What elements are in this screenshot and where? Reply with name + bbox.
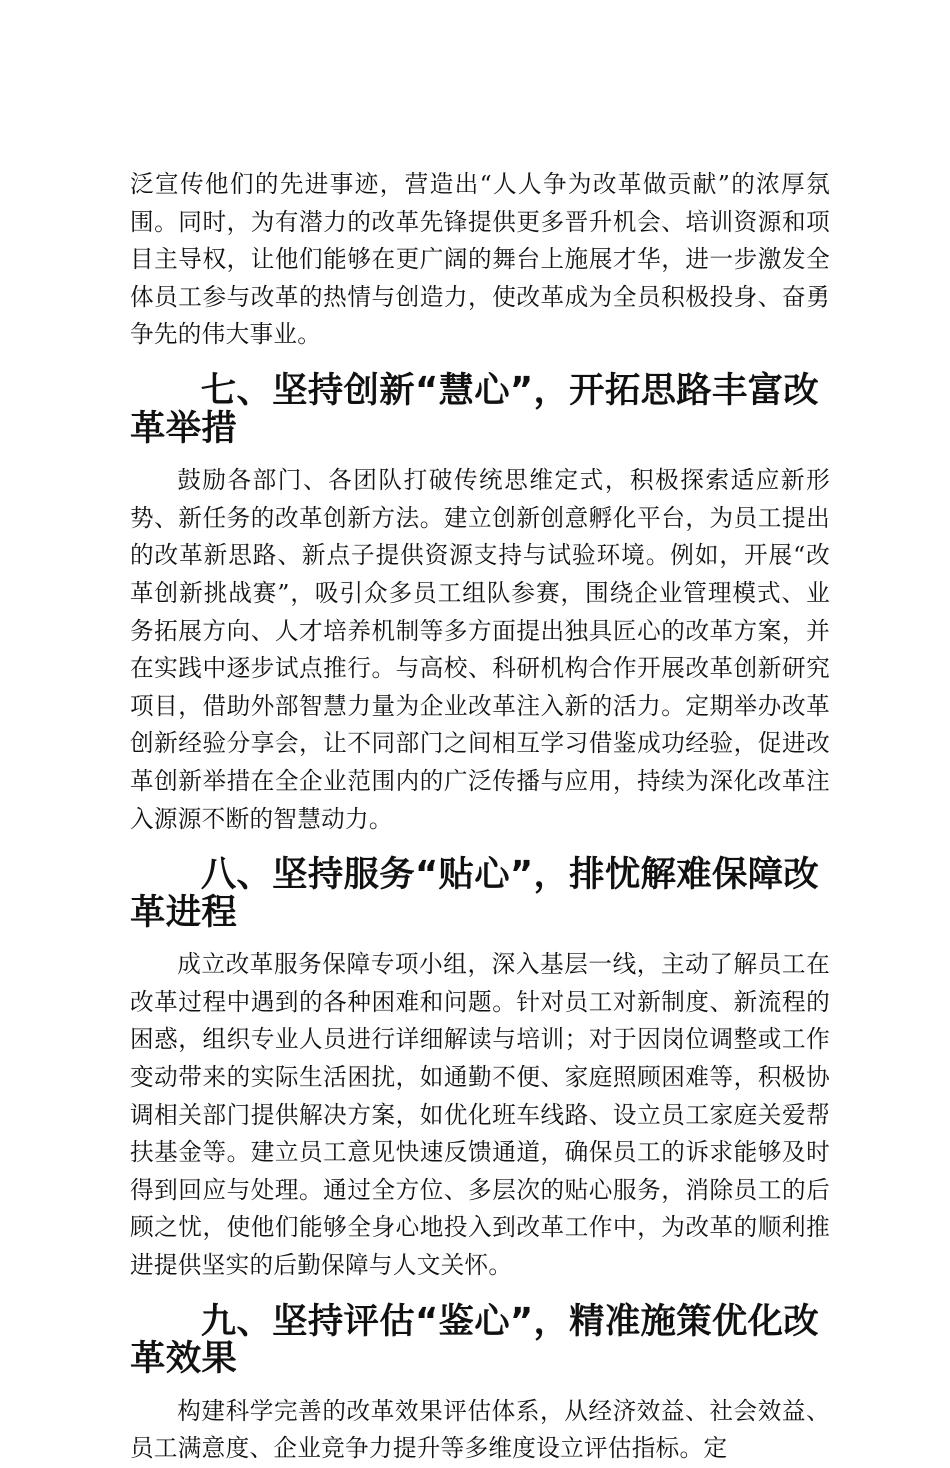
spacer: [130, 931, 830, 946]
spacer: [130, 447, 830, 462]
section-heading-9: 九、坚持评估“鉴心”，精准施策优化改革效果: [130, 1300, 819, 1380]
section-heading-7: 七、坚持创新“慧心”，开拓思路丰富改革举措: [130, 369, 819, 449]
paragraph-section-8: 成立改革服务保障专项小组，深入基层一线，主动了解员工在改革过程中遇到的各种困难和问题。针对员工对新制度、新流程的困惑，组织专业人员进行详细解读与培训；对于因岗位调整或工作变动带来的实际生活困扰，如通勤不便、家庭照顾困难等，积极协调相关部门提供解决方案，如优化班车线路、设立员工家庭关爱帮扶基金等。建立员工意见快速反馈通道，确保员工的诉求能够及时得到回应与处理。通过全方位、多层次的贴心服务，消除员工的后顾之忧，使他们能够全身心地投入到改革工作中，为改革的顺利推进提供坚实的后勤保障与人文关怀。: [130, 950, 830, 1280]
spacer: [130, 1285, 830, 1303]
paragraph-section-9: 构建科学完善的改革效果评估体系，从经济效益、社会效益、员工满意度、企业竞争力提升等多维度设立评估指标。定: [130, 1396, 830, 1463]
paragraph-section-7: 鼓励各部门、各团队打破传统思维定式，积极探索适应新形势、新任务的改革创新方法。建立创新创意孵化平台，为员工提出的改革新思路、新点子提供资源支持与试验环境。例如，开展“改革创新挑战赛”，吸引众多员工组队参赛，围绕企业管理模式、业务拓展方向、人才培养机制等多方面提出独具匠心的改革方案，并在实践中逐步试点推行。与高校、科研机构合作开展改革创新研究项目，借助外部智慧力量为企业改革注入新的活力。定期举办改革创新经验分享会，让不同部门之间相互学习借鉴成功经验，促进改革创新举措在全企业范围内的广泛传播与应用，持续为深化改革注入源源不断的智慧动力。: [130, 466, 830, 833]
document-body: [130, 166, 830, 1468]
spacer: [130, 1378, 830, 1393]
paragraph-continuation: 泛宣传他们的先进事迹，营造出“人人争为改革做贡献”的浓厚氛围。同时，为有潜力的改革先锋提供更多晋升机会、培训资源和项目主导权，让他们能够在更广阔的舞台上施展才华，进一步激发全体员工参与改革的热情与创造力，使改革成为全员积极投身、奋勇争先的伟大事业。: [130, 170, 830, 349]
section-heading-8: 八、坚持服务“贴心”，排忧解难保障改革进程: [130, 854, 819, 933]
